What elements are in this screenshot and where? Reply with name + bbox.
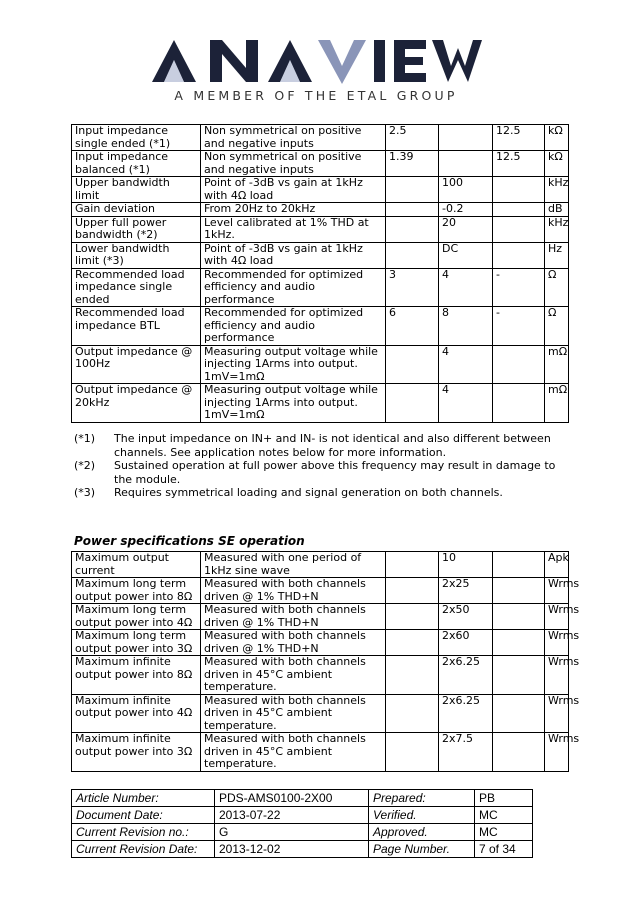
footnote xyxy=(74,459,564,486)
table-cell: Maximum infinite output power into 8Ω xyxy=(72,656,201,695)
table-cell: 7 of 34 xyxy=(475,841,533,858)
table-cell: Current Revision no.: xyxy=(72,824,215,841)
table-cell: mΩ xyxy=(545,345,569,384)
table-cell: Measured with both channels driven @ 1% THD+N xyxy=(201,578,386,604)
table-cell: -0.2 xyxy=(439,203,493,217)
table-cell xyxy=(386,733,439,772)
table-cell: Non symmetrical on positive and negative inputs xyxy=(201,151,386,177)
table-cell: Ω xyxy=(545,307,569,346)
table-cell: kΩ xyxy=(545,125,569,151)
table-cell: 10 xyxy=(439,552,493,578)
table-cell xyxy=(493,203,545,217)
table-cell: Measured with one period of 1kHz sine wave xyxy=(201,552,386,578)
table-cell: Upper bandwidth limit xyxy=(72,177,201,203)
table-cell: MC xyxy=(475,807,533,824)
table-cell: kHz xyxy=(545,216,569,242)
table-cell: Measuring output voltage while injecting 1Arms into output. 1mV=1mΩ xyxy=(201,384,386,423)
table-cell: Input impedance single ended (*1) xyxy=(72,125,201,151)
table-cell: Output impedance @ 20kHz xyxy=(72,384,201,423)
table-cell xyxy=(386,694,439,733)
table-cell: 8 xyxy=(439,307,493,346)
table-cell: Non symmetrical on positive and negative inputs xyxy=(201,125,386,151)
table-cell: Input impedance balanced (*1) xyxy=(72,151,201,177)
table-cell xyxy=(493,242,545,268)
table-cell: 4 xyxy=(439,384,493,423)
table-row xyxy=(72,125,569,151)
table-cell xyxy=(386,656,439,695)
table-cell: 3 xyxy=(386,268,439,307)
table-cell xyxy=(386,604,439,630)
table-row xyxy=(72,656,569,695)
table-cell: Wrms xyxy=(545,656,569,695)
table-cell: Maximum infinite output power into 4Ω xyxy=(72,694,201,733)
table-cell: 2x60 xyxy=(439,630,493,656)
table-cell xyxy=(493,694,545,733)
table-cell: Verified. xyxy=(369,807,475,824)
table-cell: Recommended load impedance single ended xyxy=(72,268,201,307)
company-logo xyxy=(150,38,482,110)
table-row xyxy=(72,216,569,242)
table-cell: Apk xyxy=(545,552,569,578)
table-cell xyxy=(386,216,439,242)
table-cell xyxy=(386,384,439,423)
table-cell: Approved. xyxy=(369,824,475,841)
table-cell xyxy=(386,630,439,656)
power-spec-table xyxy=(71,551,580,772)
table-cell: Recommended for optimized efficiency and audio performance xyxy=(201,307,386,346)
table-cell: 2013-07-22 xyxy=(215,807,369,824)
table-cell xyxy=(386,552,439,578)
table-cell: Gain deviation xyxy=(72,203,201,217)
table-cell: Article Number: xyxy=(72,790,215,807)
table-cell xyxy=(386,242,439,268)
footnotes xyxy=(74,432,564,500)
table-cell: 1.39 xyxy=(386,151,439,177)
table-cell: Measured with both channels driven in 45°C ambient temperature. xyxy=(201,656,386,695)
table-cell xyxy=(439,151,493,177)
table-cell xyxy=(439,125,493,151)
table-cell xyxy=(493,656,545,695)
table-cell: PDS-AMS0100-2X00 xyxy=(215,790,369,807)
table-cell: Prepared: xyxy=(369,790,475,807)
table-row xyxy=(72,630,569,656)
table-row xyxy=(72,694,569,733)
footnote xyxy=(74,486,564,500)
table-row xyxy=(72,552,569,578)
section-title: Power specifications SE operation xyxy=(74,534,305,548)
footnote-text: Requires symmetrical loading and signal generation on both channels. xyxy=(114,486,503,499)
footer-row xyxy=(72,807,533,824)
table-cell xyxy=(493,384,545,423)
table-cell: - xyxy=(493,307,545,346)
table-cell xyxy=(386,177,439,203)
table-cell: Measured with both channels driven in 45°C ambient temperature. xyxy=(201,694,386,733)
table-cell: 12.5 xyxy=(493,151,545,177)
table-cell: Maximum long term output power into 4Ω xyxy=(72,604,201,630)
table-row xyxy=(72,733,569,772)
table-cell: Upper full power bandwidth (*2) xyxy=(72,216,201,242)
table-cell xyxy=(493,177,545,203)
table-cell xyxy=(386,345,439,384)
table-cell: 100 xyxy=(439,177,493,203)
table-row xyxy=(72,345,569,384)
table-cell: Lower bandwidth limit (*3) xyxy=(72,242,201,268)
footnote-key: (*1) xyxy=(74,432,96,445)
table-cell xyxy=(493,630,545,656)
footer-row xyxy=(72,790,533,807)
table-cell: Maximum long term output power into 3Ω xyxy=(72,630,201,656)
footer-row xyxy=(72,824,533,841)
table-cell: Measuring output voltage while injecting 1Arms into output. 1mV=1mΩ xyxy=(201,345,386,384)
table-cell: Point of -3dB vs gain at 1kHz with 4Ω load xyxy=(201,242,386,268)
table-cell xyxy=(493,345,545,384)
table-cell: From 20Hz to 20kHz xyxy=(201,203,386,217)
table-cell: 2x50 xyxy=(439,604,493,630)
table-cell: Recommended load impedance BTL xyxy=(72,307,201,346)
table-cell: Wrms xyxy=(545,733,569,772)
footnote-key: (*2) xyxy=(74,459,96,472)
table-cell: Recommended for optimized efficiency and audio performance xyxy=(201,268,386,307)
table-cell xyxy=(493,552,545,578)
table-cell: Maximum output current xyxy=(72,552,201,578)
electrical-spec-table xyxy=(71,124,569,423)
table-cell: 4 xyxy=(439,268,493,307)
table-cell xyxy=(493,216,545,242)
table-row xyxy=(72,307,569,346)
table-row xyxy=(72,268,569,307)
table-cell: Wrms xyxy=(545,630,569,656)
table-row xyxy=(72,203,569,217)
table-cell: Page Number. xyxy=(369,841,475,858)
table-cell: Document Date: xyxy=(72,807,215,824)
table-cell: Measured with both channels driven @ 1% THD+N xyxy=(201,630,386,656)
table-cell: Maximum long term output power into 8Ω xyxy=(72,578,201,604)
table-cell: mΩ xyxy=(545,384,569,423)
table-cell: kΩ xyxy=(545,151,569,177)
table-cell: - xyxy=(493,268,545,307)
table-cell: kHz xyxy=(545,177,569,203)
table-cell: Wrms xyxy=(545,604,569,630)
table-cell: Current Revision Date: xyxy=(72,841,215,858)
table-cell: Output impedance @ 100Hz xyxy=(72,345,201,384)
table-cell: 2.5 xyxy=(386,125,439,151)
table-cell: 2x25 xyxy=(439,578,493,604)
table-cell: 4 xyxy=(439,345,493,384)
table-cell: DC xyxy=(439,242,493,268)
table-row xyxy=(72,578,569,604)
table-cell: Measured with both channels driven in 45°C ambient temperature. xyxy=(201,733,386,772)
table-row xyxy=(72,384,569,423)
table-cell xyxy=(386,203,439,217)
table-cell: Level calibrated at 1% THD at 1kHz. xyxy=(201,216,386,242)
table-cell: 2x6.25 xyxy=(439,656,493,695)
table-cell: MC xyxy=(475,824,533,841)
footer-row xyxy=(72,841,533,858)
document-footer-table xyxy=(71,789,533,858)
anaview-logo-mark xyxy=(150,38,482,84)
table-cell: 6 xyxy=(386,307,439,346)
footnote-text: Sustained operation at full power above this frequency may result in damage to the module. xyxy=(114,459,556,486)
table-cell: Wrms xyxy=(545,694,569,733)
table-row xyxy=(72,604,569,630)
table-row xyxy=(72,177,569,203)
table-row xyxy=(72,242,569,268)
table-cell: 2013-12-02 xyxy=(215,841,369,858)
table-cell: 20 xyxy=(439,216,493,242)
table-cell: PB xyxy=(475,790,533,807)
table-cell: Maximum infinite output power into 3Ω xyxy=(72,733,201,772)
table-cell: 12.5 xyxy=(493,125,545,151)
table-cell xyxy=(493,604,545,630)
table-cell xyxy=(493,733,545,772)
table-cell: Point of -3dB vs gain at 1kHz with 4Ω load xyxy=(201,177,386,203)
table-cell: Wrms xyxy=(545,578,569,604)
table-cell: G xyxy=(215,824,369,841)
logo-tagline: A MEMBER OF THE ETAL GROUP xyxy=(174,88,458,103)
footnote-text: The input impedance on IN+ and IN- is not identical and also different between channels. See application notes below for more information. xyxy=(114,432,551,459)
table-cell: Hz xyxy=(545,242,569,268)
table-cell xyxy=(493,578,545,604)
footnote xyxy=(74,432,564,459)
table-cell: Measured with both channels driven @ 1% THD+N xyxy=(201,604,386,630)
table-row xyxy=(72,151,569,177)
footnote-key: (*3) xyxy=(74,486,96,499)
table-cell: dB xyxy=(545,203,569,217)
table-cell: Ω xyxy=(545,268,569,307)
table-cell: 2x6.25 xyxy=(439,694,493,733)
table-cell: 2x7.5 xyxy=(439,733,493,772)
table-cell xyxy=(386,578,439,604)
